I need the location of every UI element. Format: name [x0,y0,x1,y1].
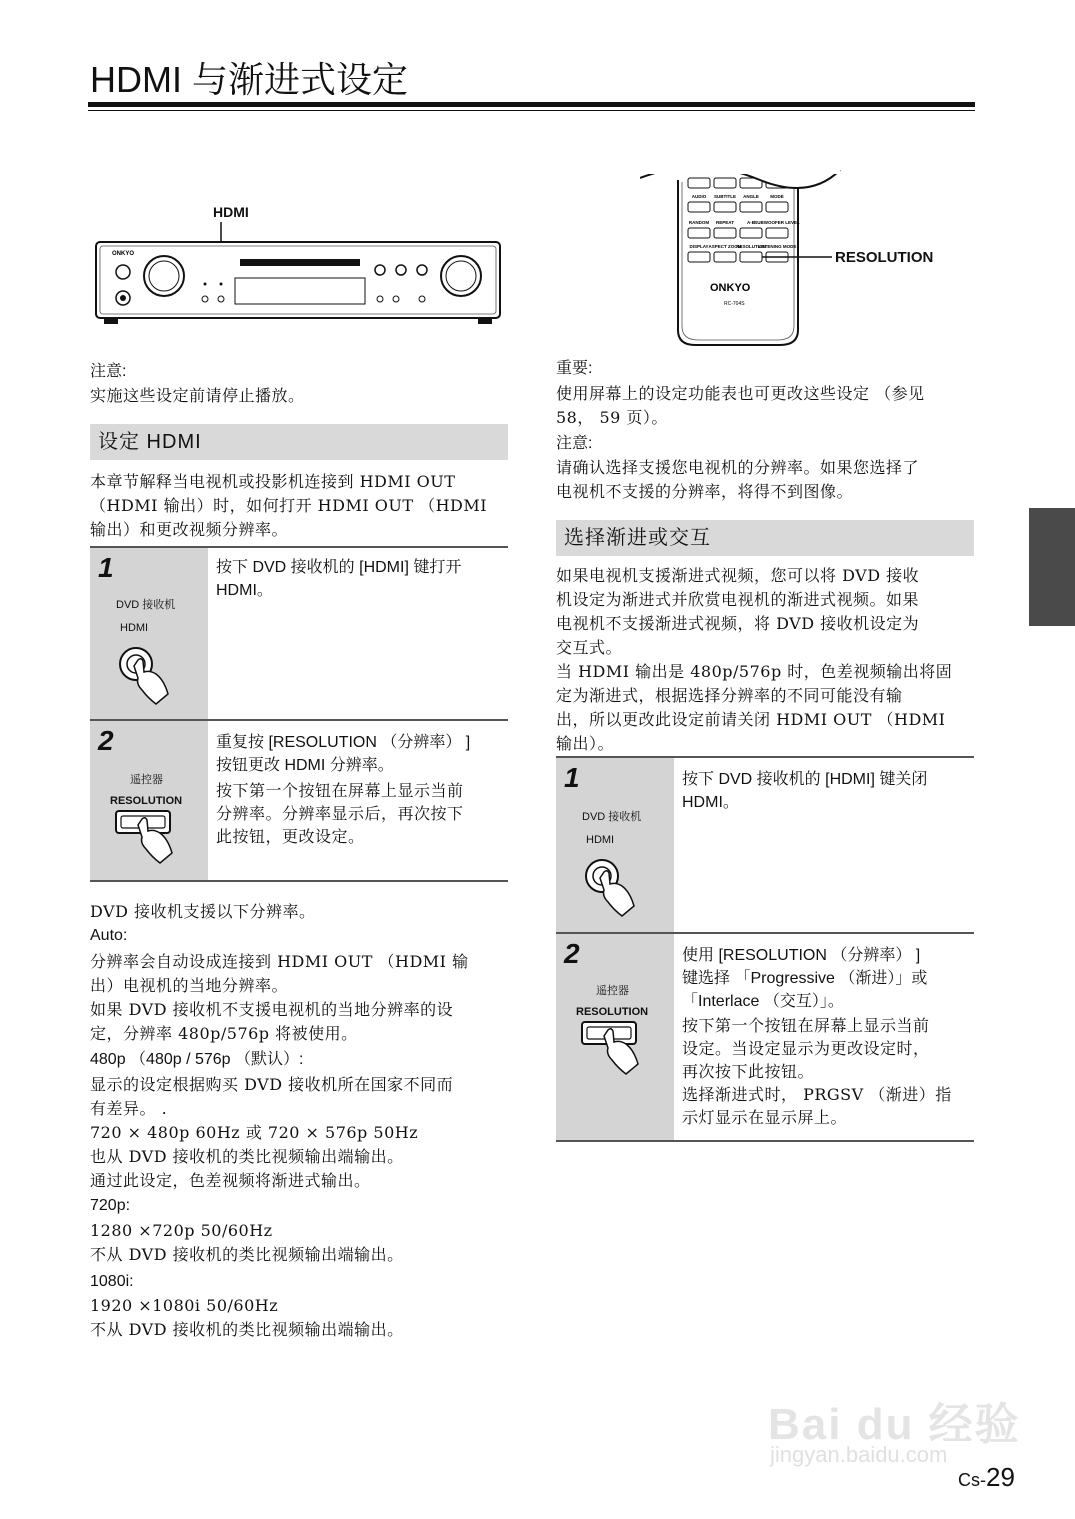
left-intro: 本章节解释当电视机或投影机连接到 HDMI OUT （HDMI 输出）时，如何打开 HDMI OUT （HDMI 输出）和更改视频分辨率。 [90,472,488,539]
watermark-url: jingyan.baidu.com [770,1442,948,1467]
step-instruction: 重复按 [RESOLUTION （分辨率） ] 按钮更改 HDMI 分辨率。 [216,734,471,774]
svg-text:ONKYO: ONKYO [112,251,135,257]
left-step-2 [90,719,508,882]
resolution-intro: DVD 接收机支援以下分辨率。 [90,902,316,921]
auto-label: Auto: [90,927,128,944]
step-description: 按下第一个按钮在屏幕上显示当前 分辨率。分辨率显示后，再次按下 此按钮，更改设定。 [216,781,464,846]
step-instruction: 按下 DVD 接收机的 [HDMI] 键打开 HDMI。 [216,559,462,599]
remote-button-label: LISTENING MODE [757,244,797,249]
remote-button-label: RESOLUTION [736,244,766,249]
step-number: 1 [564,762,580,793]
right-note-label: 注意: [556,435,593,452]
left-note-label: 注意: [90,363,127,380]
step-instruction: 按下 DVD 接收机的 [HDMI] 键关闭 HDMI。 [682,771,928,811]
title-rule-thin [88,110,975,111]
press-button-hand-icon [112,642,182,712]
remote-button-label: A-B [747,220,755,225]
step-instruction: 使用 [RESOLUTION （分辨率） ] 键选择 「Progressive （渐进）」或 「Interlace （交互）」。 [682,947,928,1010]
i1080-description: 1920 ×1080i 50/60Hz 不从 DVD 接收机的类比视频输出端输出。 [90,1296,404,1339]
step-description: 按下第一个按钮在屏幕上显示当前 设定。当设定显示为更改设定时， 再次按下此按钮。 选择渐进式时， PRGSV （渐进）指 示灯显示在显示屏上。 [682,1016,952,1127]
remote-button-label: MODE [770,194,784,199]
remote-button-label: SUBWOOFER LEVEL [754,220,800,225]
step-device: 遥控器 [596,985,629,997]
important-text: 使用屏幕上的设定功能表也可更改这些设定 （参见 58， 59 页）。 [556,384,925,427]
right-step-1 [556,756,974,934]
step-button-name: HDMI [586,834,615,846]
step-device: 遥控器 [130,774,163,786]
remote-brand: ONKYO [710,282,751,294]
chapter-tab-marker [1029,508,1075,626]
resolution-callout-label: RESOLUTION [835,249,934,266]
press-button-hand-icon [578,854,648,924]
remote-button-label: REPEAT [716,220,734,225]
remote-button-label: RANDOM [688,220,710,225]
section-set-hdmi: 设定 HDMI [90,424,508,460]
section-progressive-interlace: 选择渐进或交互 [556,520,974,556]
i1080-label: 1080i: [90,1273,134,1290]
remote-button-label: ASPECT ZOOM [708,244,742,249]
step-button-name: RESOLUTION [576,1006,649,1018]
page-number: Cs-29 [958,1462,1015,1492]
watermark-logo: Bai du 经验 [768,1400,1021,1449]
auto-description: 分辨率会自动设成连接到 HDMI OUT （HDMI 输 出）电视机的当地分辨率。 如果 DVD 接收机不支援电视机的当地分辨率的设 定，分辨率 480p/576p 将被使用。 [90,952,469,1043]
page-title: HDMI 与渐进式设定 [90,59,408,100]
p480-label: 480p （480p / 576p （默认）: [90,1051,304,1068]
press-button-hand-icon [578,1018,654,1082]
press-button-hand-icon [112,807,188,871]
right-step-2 [556,932,974,1142]
left-step-1 [90,546,508,721]
p720-description: 1280 ×720p 50/60Hz 不从 DVD 接收机的类比视频输出端输出。 [90,1221,404,1264]
remote-button-label: ANGLE [743,194,759,199]
left-note-text: 实施这些设定前请停止播放。 [90,386,305,405]
remote-button-label: SUBTITLE [714,194,736,199]
step-device: DVD 接收机 [582,811,642,823]
remote-model: RC-704S [724,301,745,307]
dvd-receiver-illustration [90,220,510,330]
step-number: 2 [564,938,580,969]
p720-label: 720p: [90,1197,131,1214]
step-device: DVD 接收机 [116,599,176,611]
remote-button-label: DISPLAY [689,244,709,249]
step-button-name: RESOLUTION [110,795,183,807]
p480-description: 显示的设定根据购买 DVD 接收机所在国家不同而 有差异。 . 720 × 480p 60Hz 或 720 × 576p 50Hz 也从 DVD 接收机的类比视频输出端输出。 通过此设定，色差视频将渐进式输出。 [90,1075,454,1190]
step-button-name: HDMI [120,622,149,634]
remote-button-label: AUDIO [691,194,707,199]
right-note-text: 请确认选择支援您电视机的分辨率。如果您选择了 电视机不支援的分辨率，将得不到图像。 [556,458,920,501]
hdmi-callout-label: HDMI [213,204,249,220]
right-intro: 如果电视机支援渐进式视频，您可以将 DVD 接收 机设定为渐进式并欣赏电视机的渐进式视频。如果 电视机不支援渐进式视频，将 DVD 接收机设定为 交互式。 当 HDMI 输出是 480p/576p 时，色差视频输出将固 定为渐进式，根据选择分辨率的不同可能没有输 出，所以更改此设定前请关闭 HDMI OUT （HDMI 输出）。 [556,566,953,753]
title-rule-thick [88,102,975,107]
step-number: 1 [98,552,114,583]
important-label: 重要: [556,360,593,377]
step-number: 2 [98,725,114,756]
